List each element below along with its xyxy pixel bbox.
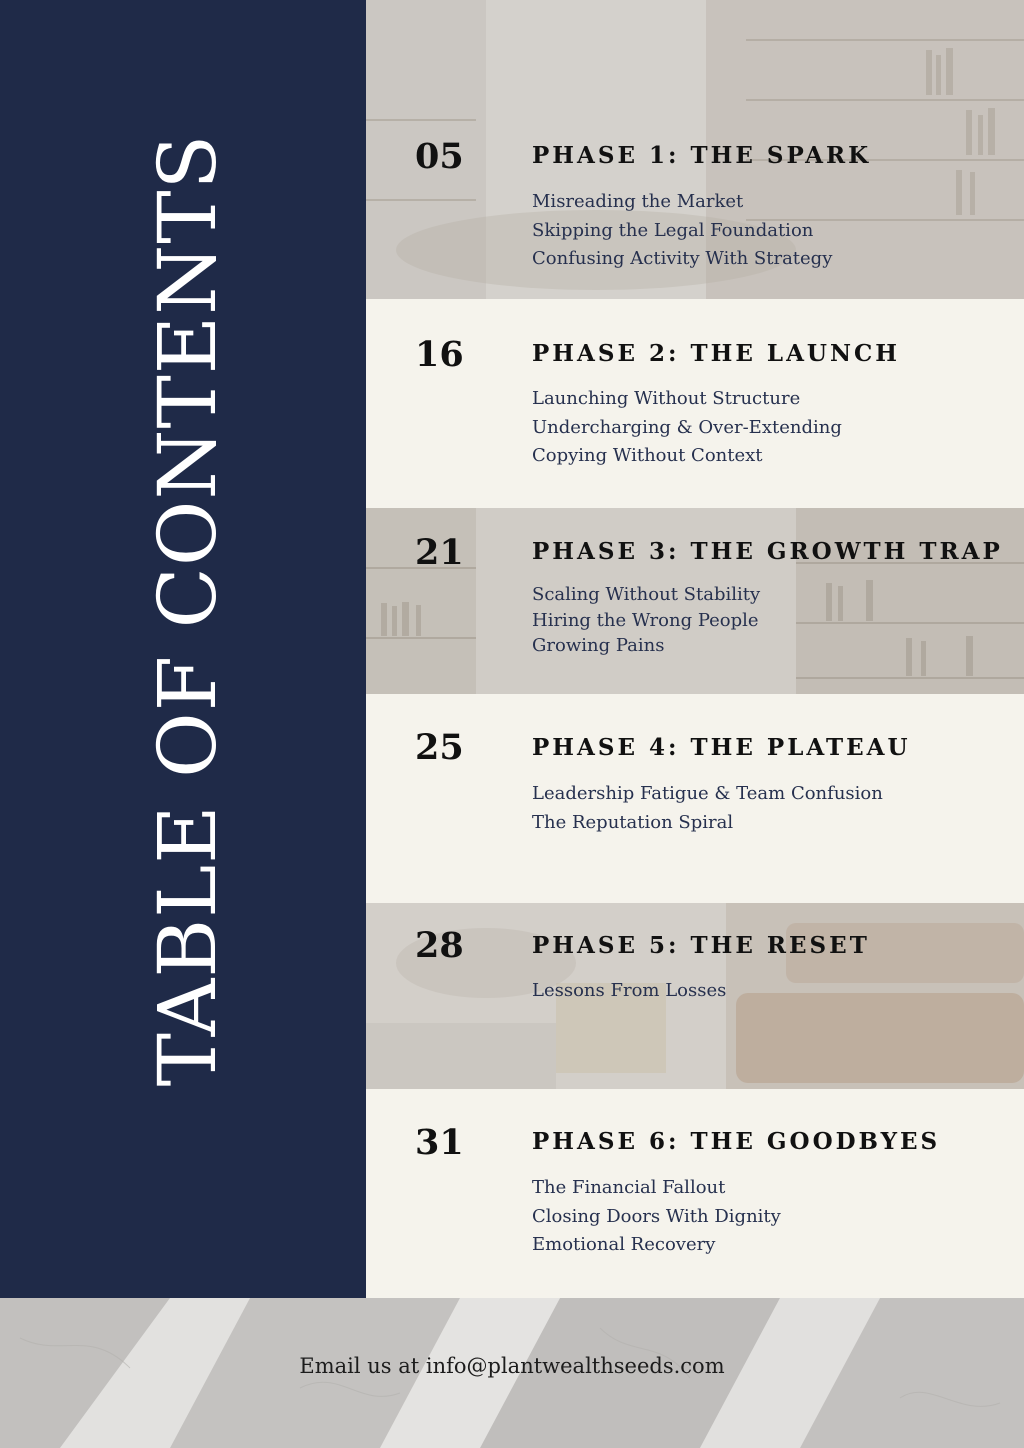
section-item: Confusing Activity With Strategy [532, 248, 833, 269]
section-item: Leadership Fatigue & Team Confusion [532, 783, 883, 804]
section-page-number: 25 [415, 727, 464, 768]
section-items [532, 385, 842, 471]
section-item: Hiring the Wrong People [532, 609, 759, 631]
section-item: Scaling Without Stability [532, 584, 761, 605]
section-item: Growing Pains [532, 635, 665, 656]
section-title: PHASE 2: THE LAUNCH [532, 340, 901, 367]
toc-section-3 [366, 508, 1024, 694]
sidebar [0, 0, 366, 1298]
section-page-number: 05 [415, 136, 464, 177]
toc-section-6 [366, 1089, 1024, 1298]
section-item: The Financial Fallout [532, 1177, 726, 1198]
section-items [532, 1174, 781, 1260]
section-item: Emotional Recovery [532, 1234, 716, 1255]
section-item: Misreading the Market [532, 191, 744, 212]
section-items [532, 977, 726, 1006]
section-page-number: 21 [415, 532, 464, 573]
section-page-number: 28 [415, 925, 464, 966]
section-item: The Reputation Spiral [532, 811, 734, 833]
section-item: Closing Doors With Dignity [532, 1205, 781, 1227]
contact-email: Email us at info@plantwealthseeds.com [299, 1354, 725, 1378]
section-item: Lessons From Losses [532, 980, 727, 1001]
toc-section-5 [366, 903, 1024, 1089]
section-item: Launching Without Structure [532, 388, 801, 409]
section-item: Copying Without Context [532, 445, 763, 466]
page-title: TABLE OF CONTENTS [141, 133, 234, 1087]
section-items [532, 188, 832, 274]
section-page-number: 16 [415, 334, 464, 375]
footer [0, 1298, 1024, 1448]
section-title: PHASE 1: THE SPARK [532, 142, 872, 169]
section-title: PHASE 4: THE PLATEAU [532, 734, 911, 761]
section-item: Skipping the Legal Foundation [532, 219, 814, 241]
section-item: Undercharging & Over-Extending [532, 416, 842, 438]
toc-section-2 [366, 299, 1024, 508]
section-title: PHASE 6: THE GOODBYES [532, 1128, 941, 1155]
section-title: PHASE 3: THE GROWTH TRAP [532, 538, 1003, 565]
toc-section-1 [366, 0, 1024, 299]
section-items [532, 582, 760, 659]
toc-list [366, 0, 1024, 1298]
toc-section-4 [366, 694, 1024, 903]
section-page-number: 31 [415, 1122, 464, 1163]
section-title: PHASE 5: THE RESET [532, 932, 870, 959]
section-items [532, 780, 883, 837]
